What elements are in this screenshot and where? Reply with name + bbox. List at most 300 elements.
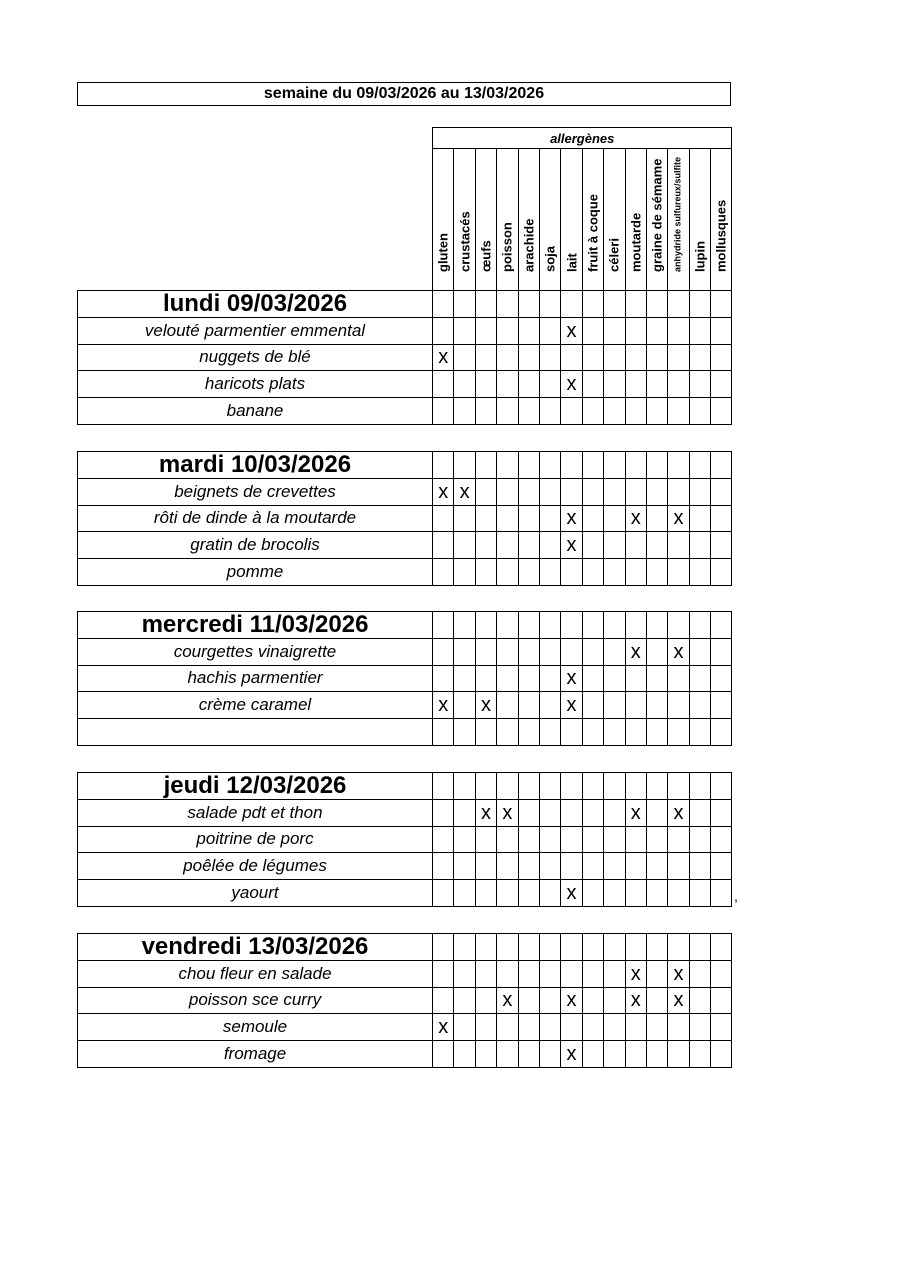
allergen-cell [604,773,625,800]
allergen-cell [604,291,625,318]
allergen-cell [497,559,518,586]
allergen-cell [582,665,603,692]
allergen-label: fruit à coque [585,193,601,272]
allergen-column-header [433,149,454,291]
allergen-cell [646,398,667,425]
allergen-cell [604,398,625,425]
allergen-cell [582,371,603,398]
dish-name: courgettes vinaigrette [78,638,433,665]
dish-row [78,799,732,826]
allergen-cell [475,344,496,371]
allergen-cell [625,291,646,318]
allergen-cell [561,799,582,826]
allergen-mark: x [625,638,646,665]
allergen-cell [646,638,667,665]
dish-row [78,505,732,532]
allergen-cell [497,505,518,532]
allergen-cell [518,317,539,344]
allergen-cell [604,987,625,1014]
allergen-cell [625,612,646,639]
allergen-cell [646,799,667,826]
allergen-cell [689,638,710,665]
allergen-mark: x [625,505,646,532]
dish-row [78,853,732,880]
dish-row [78,317,732,344]
allergen-cell [646,665,667,692]
allergen-cell [668,291,689,318]
allergen-cell [689,1014,710,1041]
allergen-cell [625,317,646,344]
allergen-cell [668,478,689,505]
allergen-cell [497,398,518,425]
allergen-cell [582,478,603,505]
allergen-cell [689,960,710,987]
allergen-cell [433,452,454,479]
allergen-cell [454,398,475,425]
allergen-cell [475,505,496,532]
allergen-cell [518,1014,539,1041]
allergen-cell [582,1014,603,1041]
allergen-cell [625,398,646,425]
allergen-column-header [646,149,667,291]
allergen-column-header [711,149,732,291]
allergen-cell [475,853,496,880]
dish-row [78,719,732,746]
allergen-cell [518,773,539,800]
allergen-cell [582,773,603,800]
allergen-column-header [475,149,496,291]
allergen-cell [539,880,560,907]
allergen-cell [646,1041,667,1068]
allergen-cell [711,371,732,398]
allergen-cell [604,799,625,826]
dish-name: rôti de dinde à la moutarde [78,505,433,532]
allergen-cell [518,826,539,853]
allergen-cell [604,1014,625,1041]
allergen-label: œufs [478,240,494,272]
allergen-mark: x [625,799,646,826]
allergen-cell [668,665,689,692]
allergen-cell [561,773,582,800]
allergen-cell [497,532,518,559]
allergen-cell [604,692,625,719]
allergen-cell [475,773,496,800]
dish-name: beignets de crevettes [78,478,433,505]
allergen-label: lupin [692,240,708,272]
allergen-cell [561,478,582,505]
allergen-cell [454,371,475,398]
allergen-cell [433,665,454,692]
allergen-label: gluten [435,233,451,272]
allergen-cell [711,1041,732,1068]
dish-name: yaourt [78,880,433,907]
allergen-cell [561,344,582,371]
allergen-cell [497,291,518,318]
allergen-cell [518,638,539,665]
allergen-cell [668,371,689,398]
allergen-column-header [518,149,539,291]
allergen-mark: x [668,505,689,532]
allergen-cell [711,934,732,961]
dish-row [78,1041,732,1068]
allergen-cell [646,532,667,559]
allergen-cell [689,1041,710,1068]
allergen-cell [518,880,539,907]
allergen-cell [433,1041,454,1068]
allergen-cell [497,344,518,371]
allergen-cell [454,826,475,853]
allergen-mark: x [475,799,496,826]
dish-row [78,532,732,559]
allergen-cell [454,880,475,907]
allergen-cell [668,692,689,719]
dish-row [78,1014,732,1041]
allergen-cell [475,960,496,987]
day-menu-table [77,290,732,425]
allergen-label: moutarde [628,212,644,272]
allergen-cell [561,638,582,665]
allergen-cell [475,987,496,1014]
allergen-cell [561,1014,582,1041]
allergen-cell [454,638,475,665]
allergen-cell [497,1014,518,1041]
allergen-cell [539,452,560,479]
allergen-cell [604,853,625,880]
allergen-cell [539,665,560,692]
allergen-cell [582,559,603,586]
allergen-mark: x [475,692,496,719]
allergen-cell [539,371,560,398]
dish-name: crème caramel [78,692,433,719]
allergen-cell [711,505,732,532]
allergens-caption: allergènes [433,128,732,149]
allergen-column-header [604,149,625,291]
allergen-cell [625,478,646,505]
allergen-mark: x [561,1041,582,1068]
allergen-cell [689,291,710,318]
allergen-cell [454,559,475,586]
allergen-cell [518,612,539,639]
allergen-mark: x [497,987,518,1014]
allergen-cell [625,934,646,961]
allergen-mark: x [454,478,475,505]
allergen-cell [433,773,454,800]
allergen-cell [539,826,560,853]
allergen-cell [539,478,560,505]
allergen-cell [668,612,689,639]
allergen-cell [539,692,560,719]
allergen-cell [711,317,732,344]
allergen-cell [625,559,646,586]
day-menu-table [77,933,732,1068]
allergen-cell [646,987,667,1014]
allergen-mark: x [625,960,646,987]
allergen-cell [689,612,710,639]
allergen-mark: x [433,692,454,719]
allergen-cell [433,532,454,559]
day-title: mercredi 11/03/2026 [78,612,433,639]
dish-name: haricots plats [78,371,433,398]
allergen-column-header [582,149,603,291]
allergen-cell [561,960,582,987]
day-title: vendredi 13/03/2026 [78,934,433,961]
allergen-cell [518,960,539,987]
allergen-cell [689,532,710,559]
day-menu-table [77,611,732,746]
allergen-cell [689,559,710,586]
dish-row [78,960,732,987]
allergen-cell [711,452,732,479]
allergen-cell [475,612,496,639]
allergen-cell [646,291,667,318]
allergen-cell [646,934,667,961]
allergen-cell [668,317,689,344]
allergen-cell [668,880,689,907]
allergen-cell [582,532,603,559]
allergen-cell [625,880,646,907]
allergen-column-header [454,149,475,291]
allergen-cell [646,344,667,371]
dish-row [78,398,732,425]
allergen-cell [497,638,518,665]
allergen-cell [689,371,710,398]
allergen-cell [711,692,732,719]
allergen-cell [582,398,603,425]
allergen-cell [433,934,454,961]
allergen-cell [539,505,560,532]
allergen-cell [497,478,518,505]
allergen-cell [497,960,518,987]
dish-name: semoule [78,1014,433,1041]
allergen-cell [539,719,560,746]
allergen-cell [561,719,582,746]
allergen-cell [539,559,560,586]
allergen-cell [454,853,475,880]
allergen-cell [604,638,625,665]
allergen-cell [475,719,496,746]
allergen-cell [689,478,710,505]
allergen-label: crustacés [457,211,473,272]
allergen-mark: x [561,880,582,907]
allergen-cell [497,1041,518,1068]
allergen-cell [668,398,689,425]
allergen-cell [604,371,625,398]
allergen-cell [454,612,475,639]
allergen-column-header [497,149,518,291]
allergen-cell [711,1014,732,1041]
allergen-cell [711,987,732,1014]
allergen-cell [518,665,539,692]
allergen-cell [518,478,539,505]
dish-name: poisson sce curry [78,987,433,1014]
allergen-cell [668,826,689,853]
allergen-cell [475,1041,496,1068]
allergen-cell [475,638,496,665]
allergen-cell [582,960,603,987]
allergen-cell [646,505,667,532]
allergen-cell [711,665,732,692]
allergen-cell [625,371,646,398]
allergen-cell [582,452,603,479]
allergen-cell [646,692,667,719]
dish-row [78,987,732,1014]
allergen-cell [518,452,539,479]
allergen-mark: x [561,532,582,559]
allergen-cell [668,773,689,800]
allergen-cell [625,665,646,692]
allergen-cell [646,612,667,639]
allergen-cell [433,559,454,586]
dish-name: nuggets de blé [78,344,433,371]
allergen-cell [646,960,667,987]
allergen-cell [689,799,710,826]
allergen-cell [646,559,667,586]
allergen-mark: x [668,960,689,987]
allergen-cell [518,505,539,532]
allergen-cell [711,344,732,371]
allergen-cell [518,559,539,586]
allergen-cell [604,532,625,559]
allergen-cell [539,344,560,371]
allergen-label: soja [542,245,558,272]
allergen-cell [625,773,646,800]
allergen-cell [646,452,667,479]
allergen-cell [539,612,560,639]
allergen-cell [454,344,475,371]
allergen-cell [689,826,710,853]
allergen-cell [539,291,560,318]
allergen-cell [497,692,518,719]
dish-row [78,344,732,371]
allergen-cell [518,934,539,961]
allergen-cell [539,987,560,1014]
allergen-mark: x [668,987,689,1014]
allergen-column-header [539,149,560,291]
allergen-mark: x [625,987,646,1014]
allergen-mark: x [561,317,582,344]
allergen-cell [711,478,732,505]
allergen-cell [539,532,560,559]
allergen-cell [518,291,539,318]
allergen-cell [454,665,475,692]
allergen-cell [689,853,710,880]
allergen-cell [711,960,732,987]
allergen-cell [518,987,539,1014]
allergen-label: mollusques [713,199,729,272]
allergen-mark: x [561,692,582,719]
allergen-cell [433,291,454,318]
allergen-cell [497,853,518,880]
dish-name: chou fleur en salade [78,960,433,987]
allergen-mark: x [433,1014,454,1041]
allergen-cell [454,773,475,800]
allergen-cell [668,344,689,371]
allergen-cell [539,960,560,987]
allergen-cell [668,853,689,880]
allergen-cell [668,1014,689,1041]
allergen-cell [518,344,539,371]
allergen-cell [625,1014,646,1041]
allergen-cell [539,799,560,826]
allergen-cell [582,317,603,344]
day-title: lundi 09/03/2026 [78,291,433,318]
allergen-cell [561,398,582,425]
allergen-cell [454,987,475,1014]
allergen-cell [582,880,603,907]
allergen-cell [518,719,539,746]
allergen-mark: x [561,987,582,1014]
dish-name: velouté parmentier emmental [78,317,433,344]
allergen-cell [711,291,732,318]
allergen-cell [561,452,582,479]
day-menu-table [77,451,732,586]
allergen-cell [539,317,560,344]
allergen-cell [475,532,496,559]
allergen-cell [711,398,732,425]
allergen-cell [582,1041,603,1068]
allergen-cell [711,532,732,559]
day-title: mardi 10/03/2026 [78,452,433,479]
allergen-cell [689,880,710,907]
dish-row [78,559,732,586]
allergen-cell [475,934,496,961]
dish-row [78,692,732,719]
allergen-cell [711,612,732,639]
allergen-cell [518,799,539,826]
allergen-cell [454,1014,475,1041]
allergen-cell [646,880,667,907]
allergen-cell [433,612,454,639]
allergen-cell [497,826,518,853]
allergen-cell [433,853,454,880]
allergen-cell [689,719,710,746]
allergen-cell [518,692,539,719]
allergen-cell [454,532,475,559]
allergen-cell [561,826,582,853]
allergen-cell [497,719,518,746]
allergen-cell [582,934,603,961]
allergen-cell [475,478,496,505]
allergen-cell [454,799,475,826]
allergen-cell [625,826,646,853]
allergen-cell [582,987,603,1014]
allergen-cell [561,291,582,318]
allergen-cell [539,934,560,961]
allergen-cell [539,853,560,880]
allergen-cell [582,826,603,853]
allergen-cell [475,452,496,479]
allergen-cell [433,826,454,853]
allergen-cell [646,478,667,505]
allergen-mark: x [497,799,518,826]
allergen-cell [433,880,454,907]
allergen-cell [454,1041,475,1068]
allergen-label: arachide [521,218,537,272]
allergen-cell [604,344,625,371]
allergen-cell [454,505,475,532]
allergen-cell [689,398,710,425]
allergen-cell [689,317,710,344]
allergen-column-header [689,149,710,291]
allergen-cell [475,291,496,318]
allergen-cell [497,317,518,344]
allergen-cell [604,719,625,746]
allergen-cell [497,880,518,907]
allergen-cell [646,773,667,800]
allergen-cell [668,532,689,559]
allergen-cell [689,452,710,479]
allergen-cell [668,934,689,961]
